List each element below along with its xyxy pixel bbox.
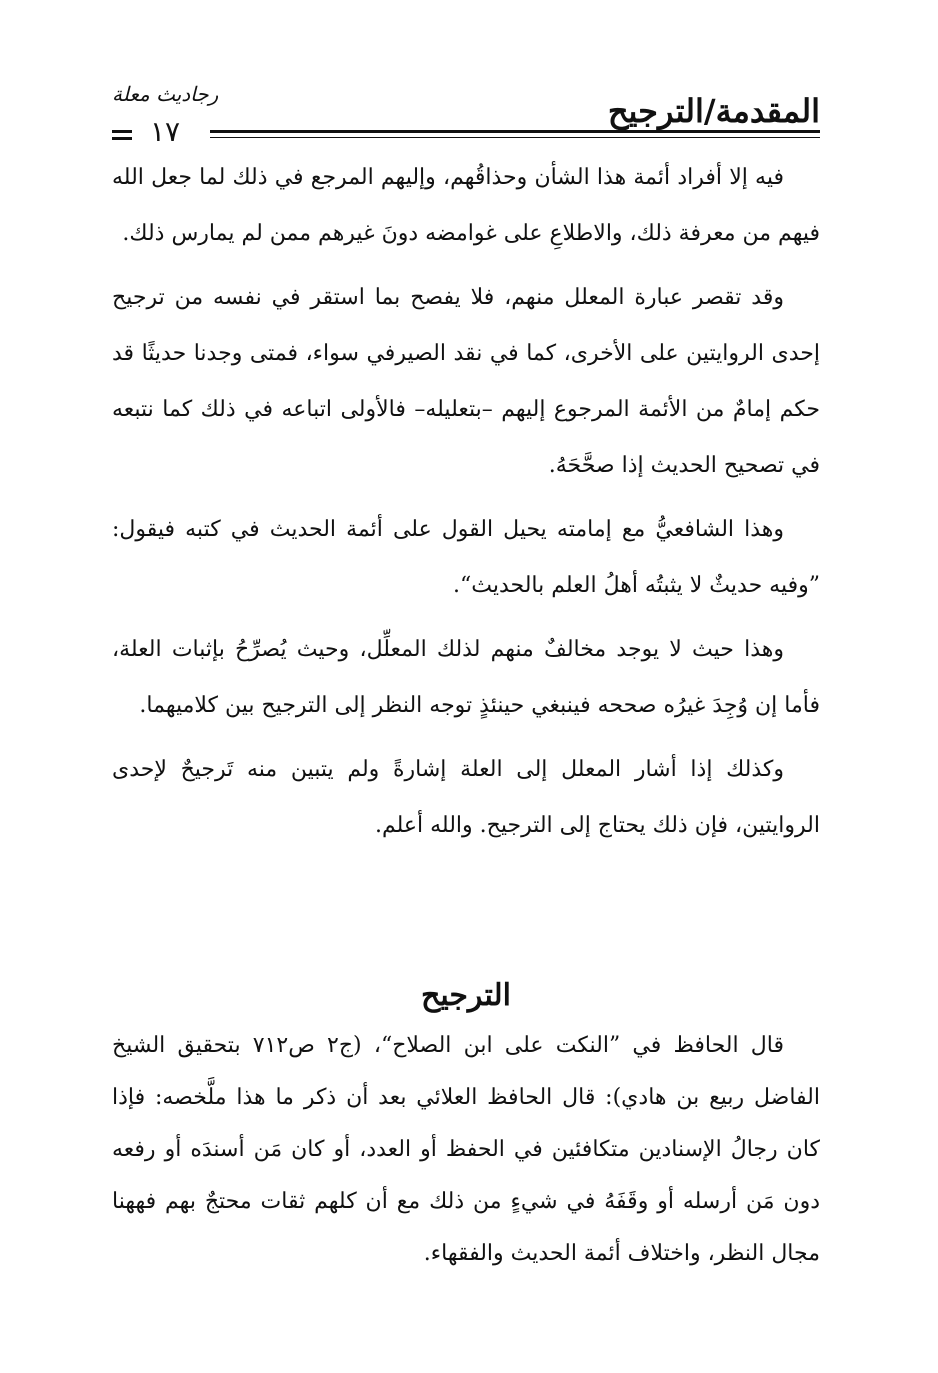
page-number-dash <box>112 130 132 133</box>
body-paragraph: وكذلك إذا أشار المعلل إلى العلة إشارةً ولم يتبين منه تَرجيحٌ لإحدى الروايتين، فإن ذلك يحتاج إلى الترجيح. والله أعلم. <box>112 757 820 838</box>
body-paragraph: فيه إلا أفراد أئمة هذا الشأن وحذاقُهم، وإليهم المرجع في ذلك لما جعل الله فيهم من معرفة ذلك، والاطلاعِ على غوامضه دونَ غيرهم ممن لم يمارس ذلك. <box>112 165 820 246</box>
body-paragraph: وهذا حيث لا يوجد مخالفٌ منهم لذلك المعلِّل، وحيث يُصرِّحُ بإثبات العلة، فأما إن وُجِدَ غيرُه صححه فينبغي حينئذٍ توجه النظر إلى الترجيح بين كلاميهما. <box>112 637 820 718</box>
section-heading: الترجيح <box>420 978 512 1013</box>
running-header-title: المقدمة/الترجيح <box>607 92 820 130</box>
header-rule <box>210 130 820 138</box>
handwritten-header-note: رجاديث معلة <box>112 82 219 106</box>
body-paragraph: وقد تقصر عبارة المعلل منهم، فلا يفصح بما استقر في نفسه من ترجيح إحدى الروايتين على الأخرى، كما في نقد الصيرفي سواء، فمتى وجدنا حديثًا قد حكم إمامٌ من الأئمة المرجوع إليهم –بتعليله– فالأولى اتباعه في ذلك كما نتبعه في تصحيح الحديث إذا صحَّحَهُ. <box>112 285 820 478</box>
section-paragraph: قال الحافظ في ”النكت على ابن الصلاح“، (ج٢ ص٧١٢ بتحقيق الشيخ الفاضل ربيع بن هادي): قال الحافظ العلائي بعد أن ذكر ما هذا ملَّخصه: فإذا كان رجالُ الإسنادين متكافئين في الحفظ أو العدد، أو كان مَن أسندَه أو رفعه دون مَن أرسله أو وقَفَهُ في شيءٍ من ذلك مع أن كلهم ثقات محتجٌ بهم فههنا مجال النظر، واختلاف أئمة الحديث والفقهاء. <box>112 1033 820 1266</box>
page-number: ١٧ <box>150 115 181 148</box>
section-body-text <box>112 1020 820 1280</box>
body-paragraph: وهذا الشافعيُّ مع إمامته يحيل القول على أئمة الحديث في كتبه فيقول: ”وفيه حديثٌ لا يثبتُه أهلُ العلم بالحديث“. <box>112 517 820 598</box>
main-body-text <box>112 150 820 862</box>
page-number-dash <box>112 137 132 140</box>
